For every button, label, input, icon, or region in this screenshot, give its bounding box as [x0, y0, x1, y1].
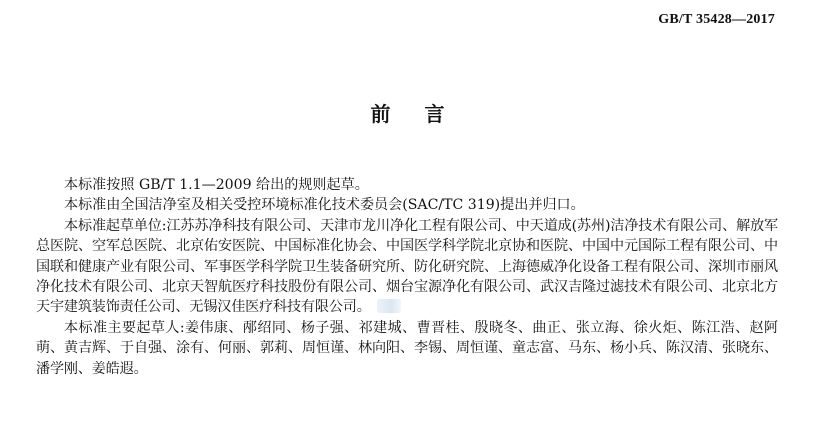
drafting-units-text: 本标准起草单位:江苏苏净科技有限公司、天津市龙川净化工程有限公司、中天道成(苏州)洁净技术有限公司、解放军总医院、空军总医院、北京佑安医院、中国标准化协会、中国医学科学院北京协和医院、中国中元国际工程有限公司、中国联和健康产业有限公司、军事医学科学院卫生装备研究所、防化研究院、上海德威净化设备工程有限公司、深圳市丽风净化技术有限公司、北京天智航医疗科技股份有限公司、烟台宝源净化有限公司、武汉吉隆过滤技术有限公司、北京北方天宇建筑装饰责任公司、无锡汉佳医疗科技有限公司。 — [36, 217, 778, 316]
drafters-paragraph: 本标准主要起草人:姜伟康、邴绍同、杨子强、祁建城、曹晋桂、殷晓冬、曲正、张立海、徐火炬、陈江浩、赵阿萌、黄吉辉、于自强、涂有、何丽、郭莉、周恒谨、林向阳、李锡、周恒谨、童志富、马东、杨小兵、陈汉清、张晓东、潘学刚、姜皓遐。 — [36, 319, 778, 377]
standard-number: GB/T 35428—2017 — [658, 12, 775, 27]
page-title: 前言 — [370, 102, 479, 126]
foreword-body — [36, 175, 778, 379]
drafting-rules-paragraph: 本标准按照 GB/T 1.1—2009 给出的规则起草。 — [64, 177, 369, 193]
proposer-paragraph: 本标准由全国洁净室及相关受控环境标准化技术委员会(SAC/TC 319)提出并归口。 — [64, 197, 585, 214]
drafting-units-paragraph — [36, 216, 778, 318]
watermark-stamp — [377, 299, 401, 313]
